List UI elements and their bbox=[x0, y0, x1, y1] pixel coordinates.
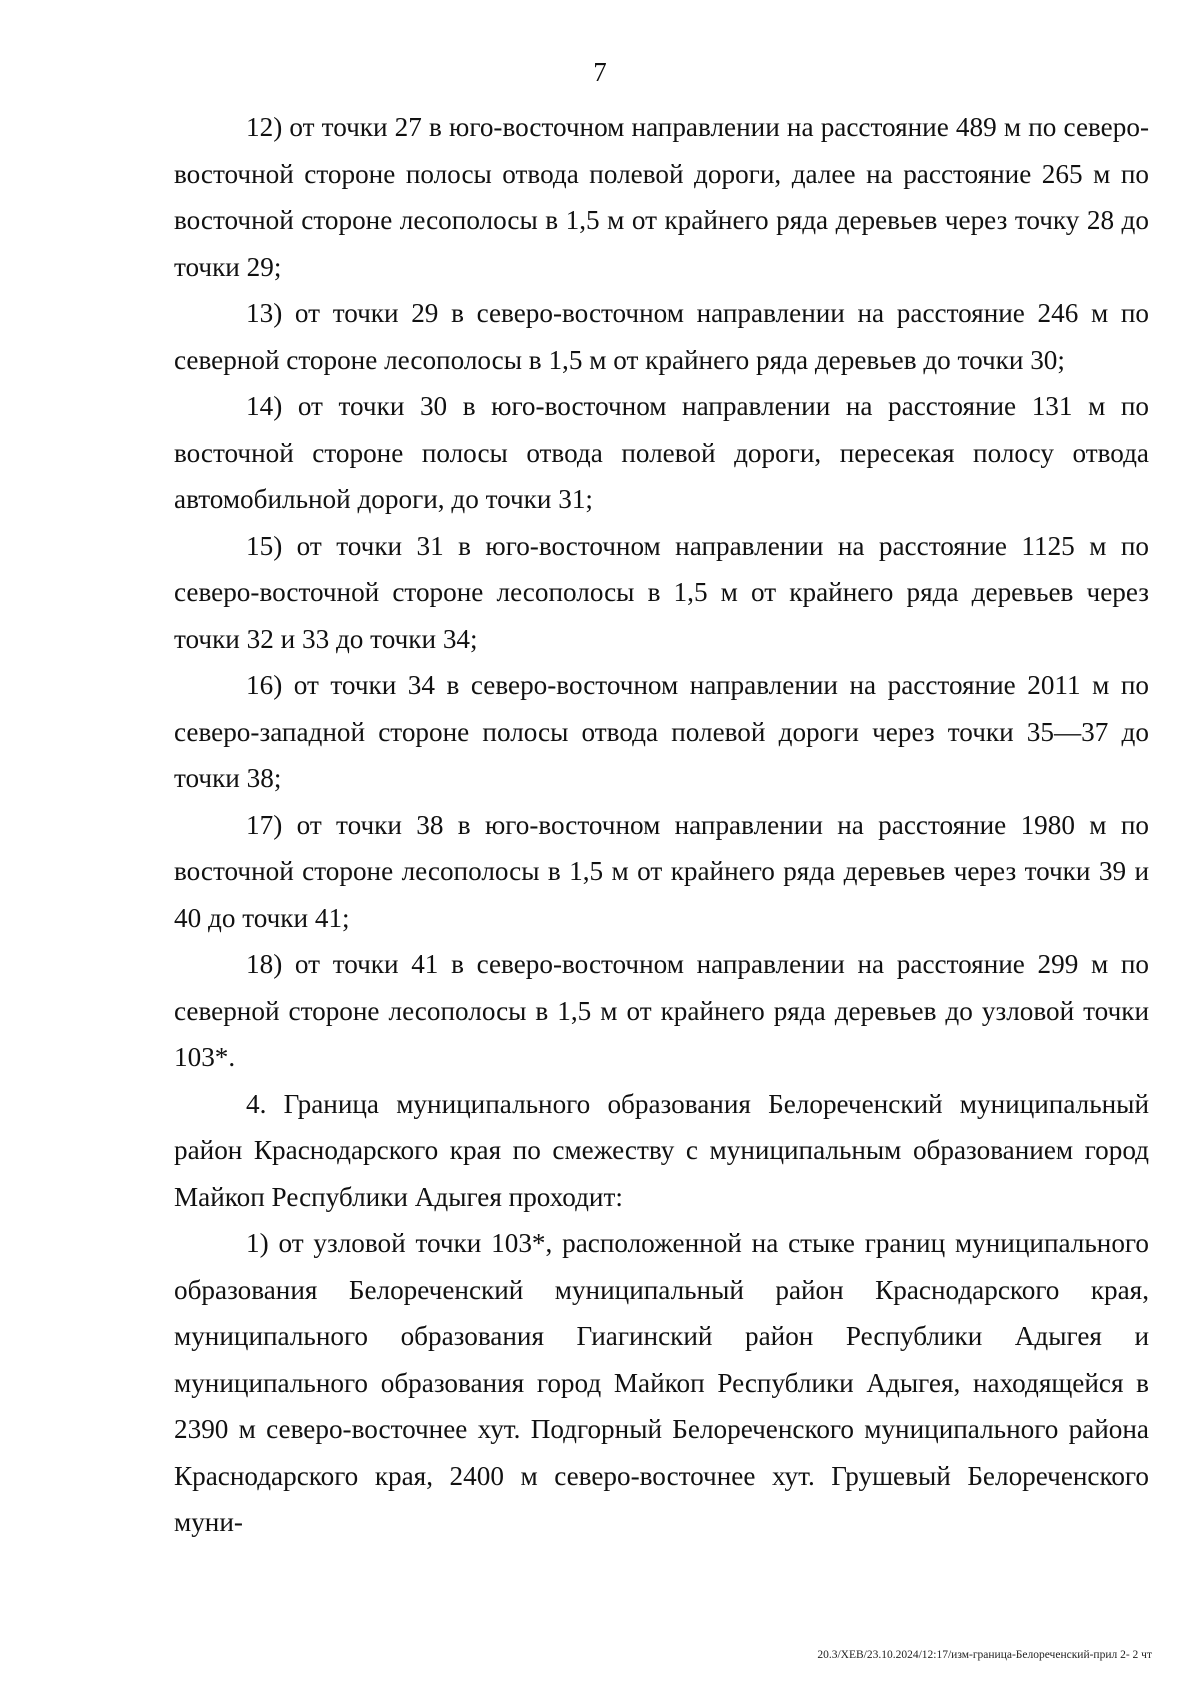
paragraph-item-18: 18) от точки 41 в северо-восточном направлении на расстояние 299 м по северной стороне лесополосы в 1,5 м от крайнего ряда деревьев до узловой точки 103*. bbox=[174, 949, 1149, 1072]
section-4-heading-paragraph: 4. Граница муниципального образования Белореченский муниципальный район Краснодарского края по смежеству с муниципальным образованием город Майкоп Республики Адыгея проходит: bbox=[174, 1088, 1149, 1212]
paragraph-item-15: 15) от точки 31 в юго-восточном направлении на расстояние 1125 м по северо-восточной стороне лесополосы в 1,5 м от крайнего ряда деревьев через точки 32 и 33 до точки 34; bbox=[174, 530, 1149, 654]
paragraph-item-13: 13) от точки 29 в северо-восточном направлении на расстояние 246 м по северной стороне лесополосы в 1,5 м от крайнего ряда деревьев до точки 30; bbox=[174, 298, 1149, 375]
paragraph-item-14: 14) от точки 30 в юго-восточном направлении на расстояние 131 м по восточной стороне полосы отвода полевой дороги, пересекая полосу отвода автомобильной дороги, до точки 31; bbox=[174, 391, 1149, 514]
paragraph-item-17: 17) от точки 38 в юго-восточном направлении на расстояние 1980 м по восточной стороне лесополосы в 1,5 м от крайнего ряда деревьев через точки 39 и 40 до точки 41; bbox=[174, 809, 1149, 933]
document-footer-code: 20.3/ХЕВ/23.10.2024/12:17/изм-граница-Белореченский-прил 2- 2 чт bbox=[817, 1649, 1152, 1661]
paragraph-item-16: 16) от точки 34 в северо-восточном направлении на расстояние 2011 м по северо-западной стороне полосы отвода полевой дороги через точки 35—37 до точки 38; bbox=[174, 670, 1149, 793]
page-number: 7 bbox=[593, 57, 607, 87]
paragraph-item-12: 12) от точки 27 в юго-восточном направлении на расстояние 489 м по северо-восточной стороне полосы отвода полевой дороги, далее на расстояние 265 м по восточной стороне лесополосы в 1,5 м от крайнего ряда деревьев через точку 28 до точки 29; bbox=[174, 112, 1149, 282]
document-body bbox=[174, 104, 1149, 1546]
paragraph-item-1: 1) от узловой точки 103*, расположенной на стыке границ муниципального образования Белореченский муниципальный район Краснодарского края, муниципального образования Гиагинский район Республики Адыгея и муниципального образования город Майкоп Республики Адыгея, находящейся в 2390 м северо-восточнее хут. Подгорный Белореченского муниципального района Краснодарского края, 2400 м северо-восточнее хут. Грушевый Белореченского муни- bbox=[174, 1228, 1149, 1537]
